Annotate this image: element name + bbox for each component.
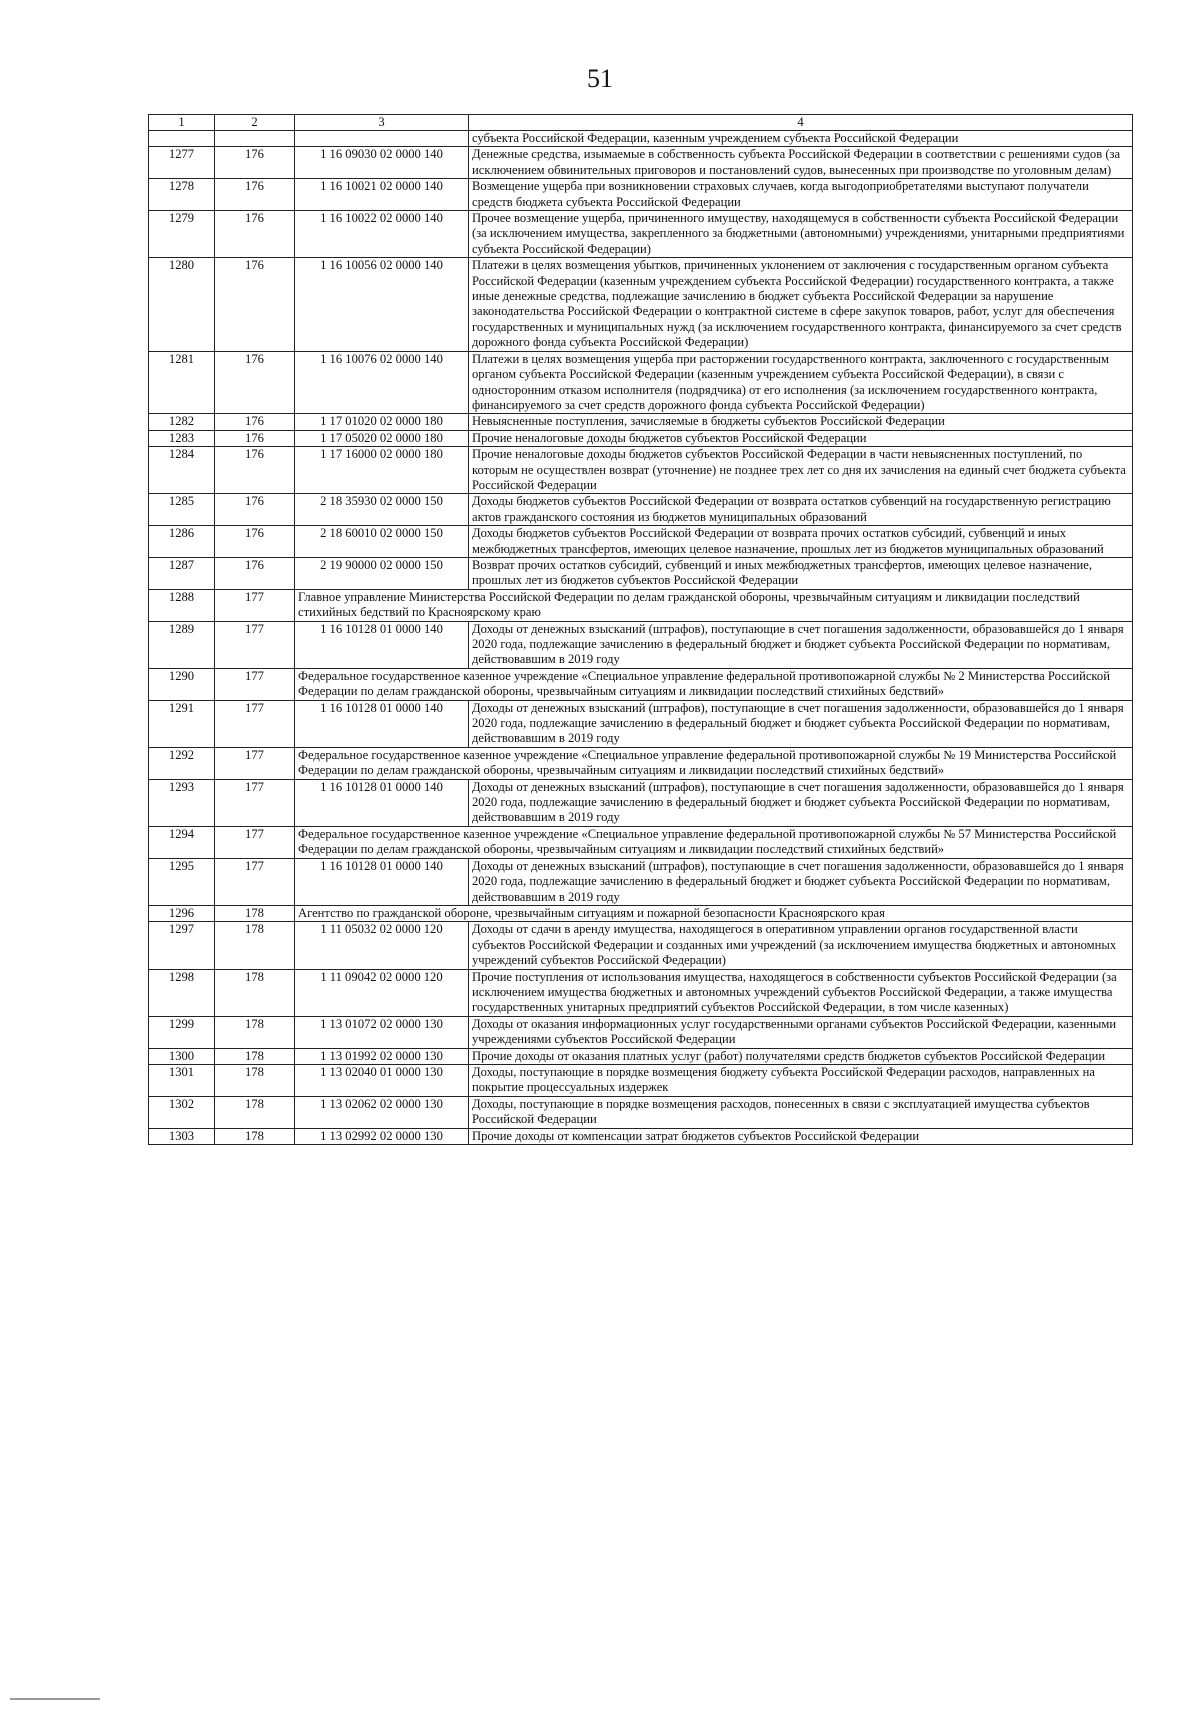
row-number: 1280	[149, 258, 215, 351]
administrator-name: Федеральное государственное казенное учреждение «Специальное управление федеральной противопожарной службы № 19 Министерства Российской Федерации по делам гражданской обороны, чрезвычайным ситуациям и ликвидации последствий стихийных бедствий»	[295, 747, 1133, 779]
budget-classification-code: 1 16 10128 01 0000 140	[295, 779, 469, 826]
administrator-name: Федеральное государственное казенное учреждение «Специальное управление федеральной противопожарной службы № 57 Министерства Российской Федерации по делам гражданской обороны, чрезвычайным ситуациям и ликвидации последствий стихийных бедствий»	[295, 826, 1133, 858]
admin-code: 177	[215, 747, 295, 779]
income-codes-table	[148, 114, 1133, 1145]
income-description: Платежи в целях возмещения убытков, причиненных уклонением от заключения с государственным органом субъекта Российской Федерации (казенным учреждением субъекта Российской Федерации) государственного контракта, а также иные денежные средства, подлежащие зачислению в бюджет субъекта Российской Федерации за нарушение законодательства Российской Федерации о контрактной системе в сфере закупок товаров, работ, услуг для обеспечения государственных и муниципальных нужд (за исключением государственного контракта, финансируемого за счет средств дорожного фонда субъекта Российской Федерации)	[469, 258, 1133, 351]
table-row	[149, 826, 1133, 858]
budget-classification-code: 1 17 16000 02 0000 180	[295, 447, 469, 494]
row-number: 1300	[149, 1048, 215, 1064]
cell-empty	[149, 131, 215, 147]
table-row	[149, 589, 1133, 621]
table-header-row	[149, 115, 1133, 131]
administrator-name: Федеральное государственное казенное учреждение «Специальное управление федеральной противопожарной службы № 2 Министерства Российской Федерации по делам гражданской обороны, чрезвычайным ситуациям и ликвидации последствий стихийных бедствий»	[295, 668, 1133, 700]
admin-code: 176	[215, 414, 295, 430]
table-row	[149, 621, 1133, 668]
income-description: Возврат прочих остатков субсидий, субвенций и иных межбюджетных трансфертов, имеющих целевое назначение, прошлых лет из бюджетов субъектов Российской Федерации	[469, 557, 1133, 589]
table-row	[149, 700, 1133, 747]
row-number: 1284	[149, 447, 215, 494]
row-number: 1287	[149, 557, 215, 589]
budget-classification-code: 2 18 35930 02 0000 150	[295, 494, 469, 526]
table-row	[149, 494, 1133, 526]
scan-edge-mark	[10, 1698, 100, 1700]
budget-classification-code: 1 16 10128 01 0000 140	[295, 858, 469, 905]
income-description: Прочие неналоговые доходы бюджетов субъектов Российской Федерации в части невыясненных поступлений, по которым не осуществлен возврат (уточнение) не позднее трех лет со дня их зачисления на единый счет бюджета субъекта Российской Федерации	[469, 447, 1133, 494]
table-row	[149, 779, 1133, 826]
admin-code: 178	[215, 1016, 295, 1048]
row-number: 1290	[149, 668, 215, 700]
budget-classification-code: 2 19 90000 02 0000 150	[295, 557, 469, 589]
row-number: 1291	[149, 700, 215, 747]
page-number: 51	[587, 64, 613, 93]
budget-classification-code: 1 17 05020 02 0000 180	[295, 430, 469, 446]
income-description: Доходы бюджетов субъектов Российской Федерации от возврата остатков субвенций на государственную регистрацию актов гражданского состояния из бюджетов муниципальных образований	[469, 494, 1133, 526]
admin-code: 176	[215, 447, 295, 494]
admin-code: 177	[215, 858, 295, 905]
table-row	[149, 430, 1133, 446]
admin-code: 178	[215, 922, 295, 969]
continuation-text: субъекта Российской Федерации, казенным учреждением субъекта Российской Федерации	[469, 131, 1133, 147]
budget-classification-code: 1 13 02062 02 0000 130	[295, 1096, 469, 1128]
administrator-name: Агентство по гражданской обороне, чрезвычайным ситуациям и пожарной безопасности Красноярского края	[295, 905, 1133, 921]
table-row	[149, 557, 1133, 589]
column-header-4: 4	[469, 115, 1133, 131]
table-row	[149, 211, 1133, 258]
row-number: 1283	[149, 430, 215, 446]
budget-classification-code: 1 13 02040 01 0000 130	[295, 1064, 469, 1096]
row-number: 1292	[149, 747, 215, 779]
row-number: 1277	[149, 147, 215, 179]
budget-classification-code: 1 16 10128 01 0000 140	[295, 700, 469, 747]
budget-classification-code: 1 16 10128 01 0000 140	[295, 621, 469, 668]
budget-classification-code: 1 16 10021 02 0000 140	[295, 179, 469, 211]
budget-classification-code: 2 18 60010 02 0000 150	[295, 526, 469, 558]
admin-code: 178	[215, 1096, 295, 1128]
table-row	[149, 179, 1133, 211]
admin-code: 176	[215, 211, 295, 258]
table-row	[149, 526, 1133, 558]
income-description: Прочее возмещение ущерба, причиненного имуществу, находящемуся в собственности субъекта Российской Федерации (за исключением имущества, закрепленного за бюджетными (автономными) учреждениями, унитарными предприятиями субъекта Российской Федерации)	[469, 211, 1133, 258]
budget-classification-code: 1 13 01992 02 0000 130	[295, 1048, 469, 1064]
row-number: 1297	[149, 922, 215, 969]
income-description: Доходы, поступающие в порядке возмещения бюджету субъекта Российской Федерации расходов, направленных на покрытие процессуальных издержек	[469, 1064, 1133, 1096]
row-number: 1279	[149, 211, 215, 258]
row-number: 1302	[149, 1096, 215, 1128]
row-number: 1303	[149, 1128, 215, 1144]
row-number: 1295	[149, 858, 215, 905]
admin-code: 176	[215, 557, 295, 589]
table-row	[149, 258, 1133, 351]
row-number: 1298	[149, 969, 215, 1016]
table-row	[149, 147, 1133, 179]
income-description: Прочие доходы от оказания платных услуг (работ) получателями средств бюджетов субъектов Российской Федерации	[469, 1048, 1133, 1064]
income-description: Невыясненные поступления, зачисляемые в бюджеты субъектов Российской Федерации	[469, 414, 1133, 430]
admin-code: 177	[215, 621, 295, 668]
income-description: Доходы от денежных взысканий (штрафов), поступающие в счет погашения задолженности, образовавшейся до 1 января 2020 года, подлежащие зачислению в федеральный бюджет и бюджет субъекта Российской Федерации по нормативам, действовавшим в 2019 году	[469, 700, 1133, 747]
table-row	[149, 969, 1133, 1016]
income-description: Прочие неналоговые доходы бюджетов субъектов Российской Федерации	[469, 430, 1133, 446]
table-row	[149, 905, 1133, 921]
row-number: 1294	[149, 826, 215, 858]
admin-code: 178	[215, 905, 295, 921]
income-description: Доходы от денежных взысканий (штрафов), поступающие в счет погашения задолженности, образовавшейся до 1 января 2020 года, подлежащие зачислению в федеральный бюджет и бюджет субъекта Российской Федерации по нормативам, действовавшим в 2019 году	[469, 779, 1133, 826]
continuation-row	[149, 131, 1133, 147]
income-description: Прочие поступления от использования имущества, находящегося в собственности субъектов Российской Федерации (за исключением имущества бюджетных и автономных учреждений субъектов Российской Федерации, а также имущества государственных унитарных предприятий субъектов Российской Федерации, в том числе казенных)	[469, 969, 1133, 1016]
admin-code: 176	[215, 494, 295, 526]
income-description: Доходы, поступающие в порядке возмещения расходов, понесенных в связи с эксплуатацией имущества субъектов Российской Федерации	[469, 1096, 1133, 1128]
admin-code: 177	[215, 700, 295, 747]
admin-code: 178	[215, 1128, 295, 1144]
income-description: Доходы от денежных взысканий (штрафов), поступающие в счет погашения задолженности, образовавшейся до 1 января 2020 года, подлежащие зачислению в федеральный бюджет и бюджет субъекта Российской Федерации по нормативам, действовавшим в 2019 году	[469, 858, 1133, 905]
admin-code: 176	[215, 526, 295, 558]
row-number: 1288	[149, 589, 215, 621]
row-number: 1296	[149, 905, 215, 921]
admin-code: 177	[215, 779, 295, 826]
income-description: Возмещение ущерба при возникновении страховых случаев, когда выгодоприобретателями выступают получатели средств бюджета субъекта Российской Федерации	[469, 179, 1133, 211]
row-number: 1281	[149, 351, 215, 414]
income-description: Доходы бюджетов субъектов Российской Федерации от возврата прочих остатков субсидий, субвенций и иных межбюджетных трансфертов, имеющих целевое назначение, прошлых лет из бюджетов муниципальных образований	[469, 526, 1133, 558]
table-row	[149, 922, 1133, 969]
admin-code: 177	[215, 826, 295, 858]
row-number: 1289	[149, 621, 215, 668]
admin-code: 178	[215, 1048, 295, 1064]
budget-classification-code: 1 16 10076 02 0000 140	[295, 351, 469, 414]
table-row	[149, 414, 1133, 430]
budget-classification-code: 1 16 10056 02 0000 140	[295, 258, 469, 351]
budget-classification-code: 1 11 05032 02 0000 120	[295, 922, 469, 969]
income-description: Прочие доходы от компенсации затрат бюджетов субъектов Российской Федерации	[469, 1128, 1133, 1144]
income-description: Доходы от денежных взысканий (штрафов), поступающие в счет погашения задолженности, образовавшейся до 1 января 2020 года, подлежащие зачислению в федеральный бюджет и бюджет субъекта Российской Федерации по нормативам, действовавшим в 2019 году	[469, 621, 1133, 668]
table-row	[149, 351, 1133, 414]
budget-classification-code: 1 17 01020 02 0000 180	[295, 414, 469, 430]
admin-code: 178	[215, 1064, 295, 1096]
column-header-2: 2	[215, 115, 295, 131]
table-row	[149, 1016, 1133, 1048]
row-number: 1301	[149, 1064, 215, 1096]
table-row	[149, 1064, 1133, 1096]
row-number: 1278	[149, 179, 215, 211]
admin-code: 176	[215, 147, 295, 179]
budget-classification-code: 1 13 01072 02 0000 130	[295, 1016, 469, 1048]
admin-code: 176	[215, 430, 295, 446]
income-description: Денежные средства, изымаемые в собственность субъекта Российской Федерации в соответствии с решениями судов (за исключением обвинительных приговоров и постановлений судов, вынесенных при производстве по уголовным делам)	[469, 147, 1133, 179]
admin-code: 176	[215, 351, 295, 414]
column-header-1: 1	[149, 115, 215, 131]
admin-code: 176	[215, 258, 295, 351]
table-row	[149, 858, 1133, 905]
budget-classification-code: 1 11 09042 02 0000 120	[295, 969, 469, 1016]
admin-code: 176	[215, 179, 295, 211]
row-number: 1286	[149, 526, 215, 558]
table-row	[149, 1096, 1133, 1128]
admin-code: 177	[215, 668, 295, 700]
administrator-name: Главное управление Министерства Российской Федерации по делам гражданской обороны, чрезвычайным ситуациям и ликвидации последствий стихийных бедствий по Красноярскому краю	[295, 589, 1133, 621]
table-row	[149, 668, 1133, 700]
admin-code: 177	[215, 589, 295, 621]
table-row	[149, 447, 1133, 494]
income-description: Доходы от сдачи в аренду имущества, находящегося в оперативном управлении органов государственной власти субъектов Российской Федерации и созданных ими учреждений (за исключением имущества бюджетных и автономных учреждений субъектов Российской Федерации)	[469, 922, 1133, 969]
row-number: 1299	[149, 1016, 215, 1048]
table-row	[149, 1048, 1133, 1064]
income-description: Платежи в целях возмещения ущерба при расторжении государственного контракта, заключенного с государственным органом субъекта Российской Федерации (казенным учреждением субъекта Российской Федерации), в связи с односторонним отказом исполнителя (подрядчика) от его исполнения (за исключением государственного контракта, финансируемого за счет средств дорожного фонда субъекта Российской Федерации)	[469, 351, 1133, 414]
cell-empty	[215, 131, 295, 147]
budget-classification-code: 1 16 09030 02 0000 140	[295, 147, 469, 179]
budget-classification-code: 1 16 10022 02 0000 140	[295, 211, 469, 258]
income-description: Доходы от оказания информационных услуг государственными органами субъектов Российской Федерации, казенными учреждениями субъектов Российской Федерации	[469, 1016, 1133, 1048]
budget-classification-code: 1 13 02992 02 0000 130	[295, 1128, 469, 1144]
table-row	[149, 1128, 1133, 1144]
table-row	[149, 747, 1133, 779]
column-header-3: 3	[295, 115, 469, 131]
row-number: 1293	[149, 779, 215, 826]
cell-empty	[295, 131, 469, 147]
admin-code: 178	[215, 969, 295, 1016]
row-number: 1285	[149, 494, 215, 526]
row-number: 1282	[149, 414, 215, 430]
